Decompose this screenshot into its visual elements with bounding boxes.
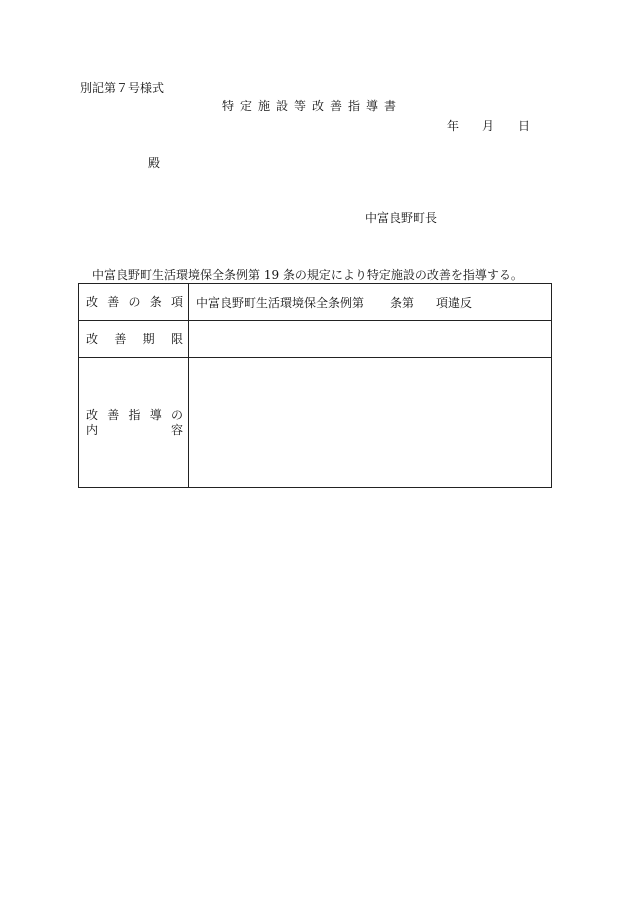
document-title: 特定施設等改善指導書 [222, 99, 403, 113]
body-text: 中富良野町生活環境保全条例第 19 条の規定により特定施設の改善を指導する。 [92, 268, 523, 282]
form-table [78, 283, 552, 488]
article-ordinance-text: 中富良野町生活環境保全条例第 [196, 295, 365, 310]
table-row-article [79, 284, 552, 321]
article-violation-text: 項違反 [436, 295, 473, 310]
date-day-label: 日 [518, 119, 531, 133]
article-clause-text: 条第 [390, 295, 415, 310]
form-number: 別記第７号様式 [80, 81, 165, 95]
label-article: 改 善 の 条 項 [79, 284, 189, 321]
date-month-label: 月 [482, 119, 495, 133]
issuer-name: 中富良野町長 [365, 211, 438, 225]
value-deadline[interactable] [189, 321, 552, 358]
date-line [447, 119, 537, 133]
label-deadline: 改 善 期 限 [79, 321, 189, 358]
table-row-guidance [79, 358, 552, 488]
value-guidance[interactable] [189, 358, 552, 488]
table-row-deadline [79, 321, 552, 358]
value-article[interactable] [189, 284, 552, 321]
label-guidance: 改 善 指 導 の 内 容 [79, 358, 189, 488]
addressee-suffix: 殿 [148, 156, 161, 170]
date-year-label: 年 [447, 119, 460, 133]
